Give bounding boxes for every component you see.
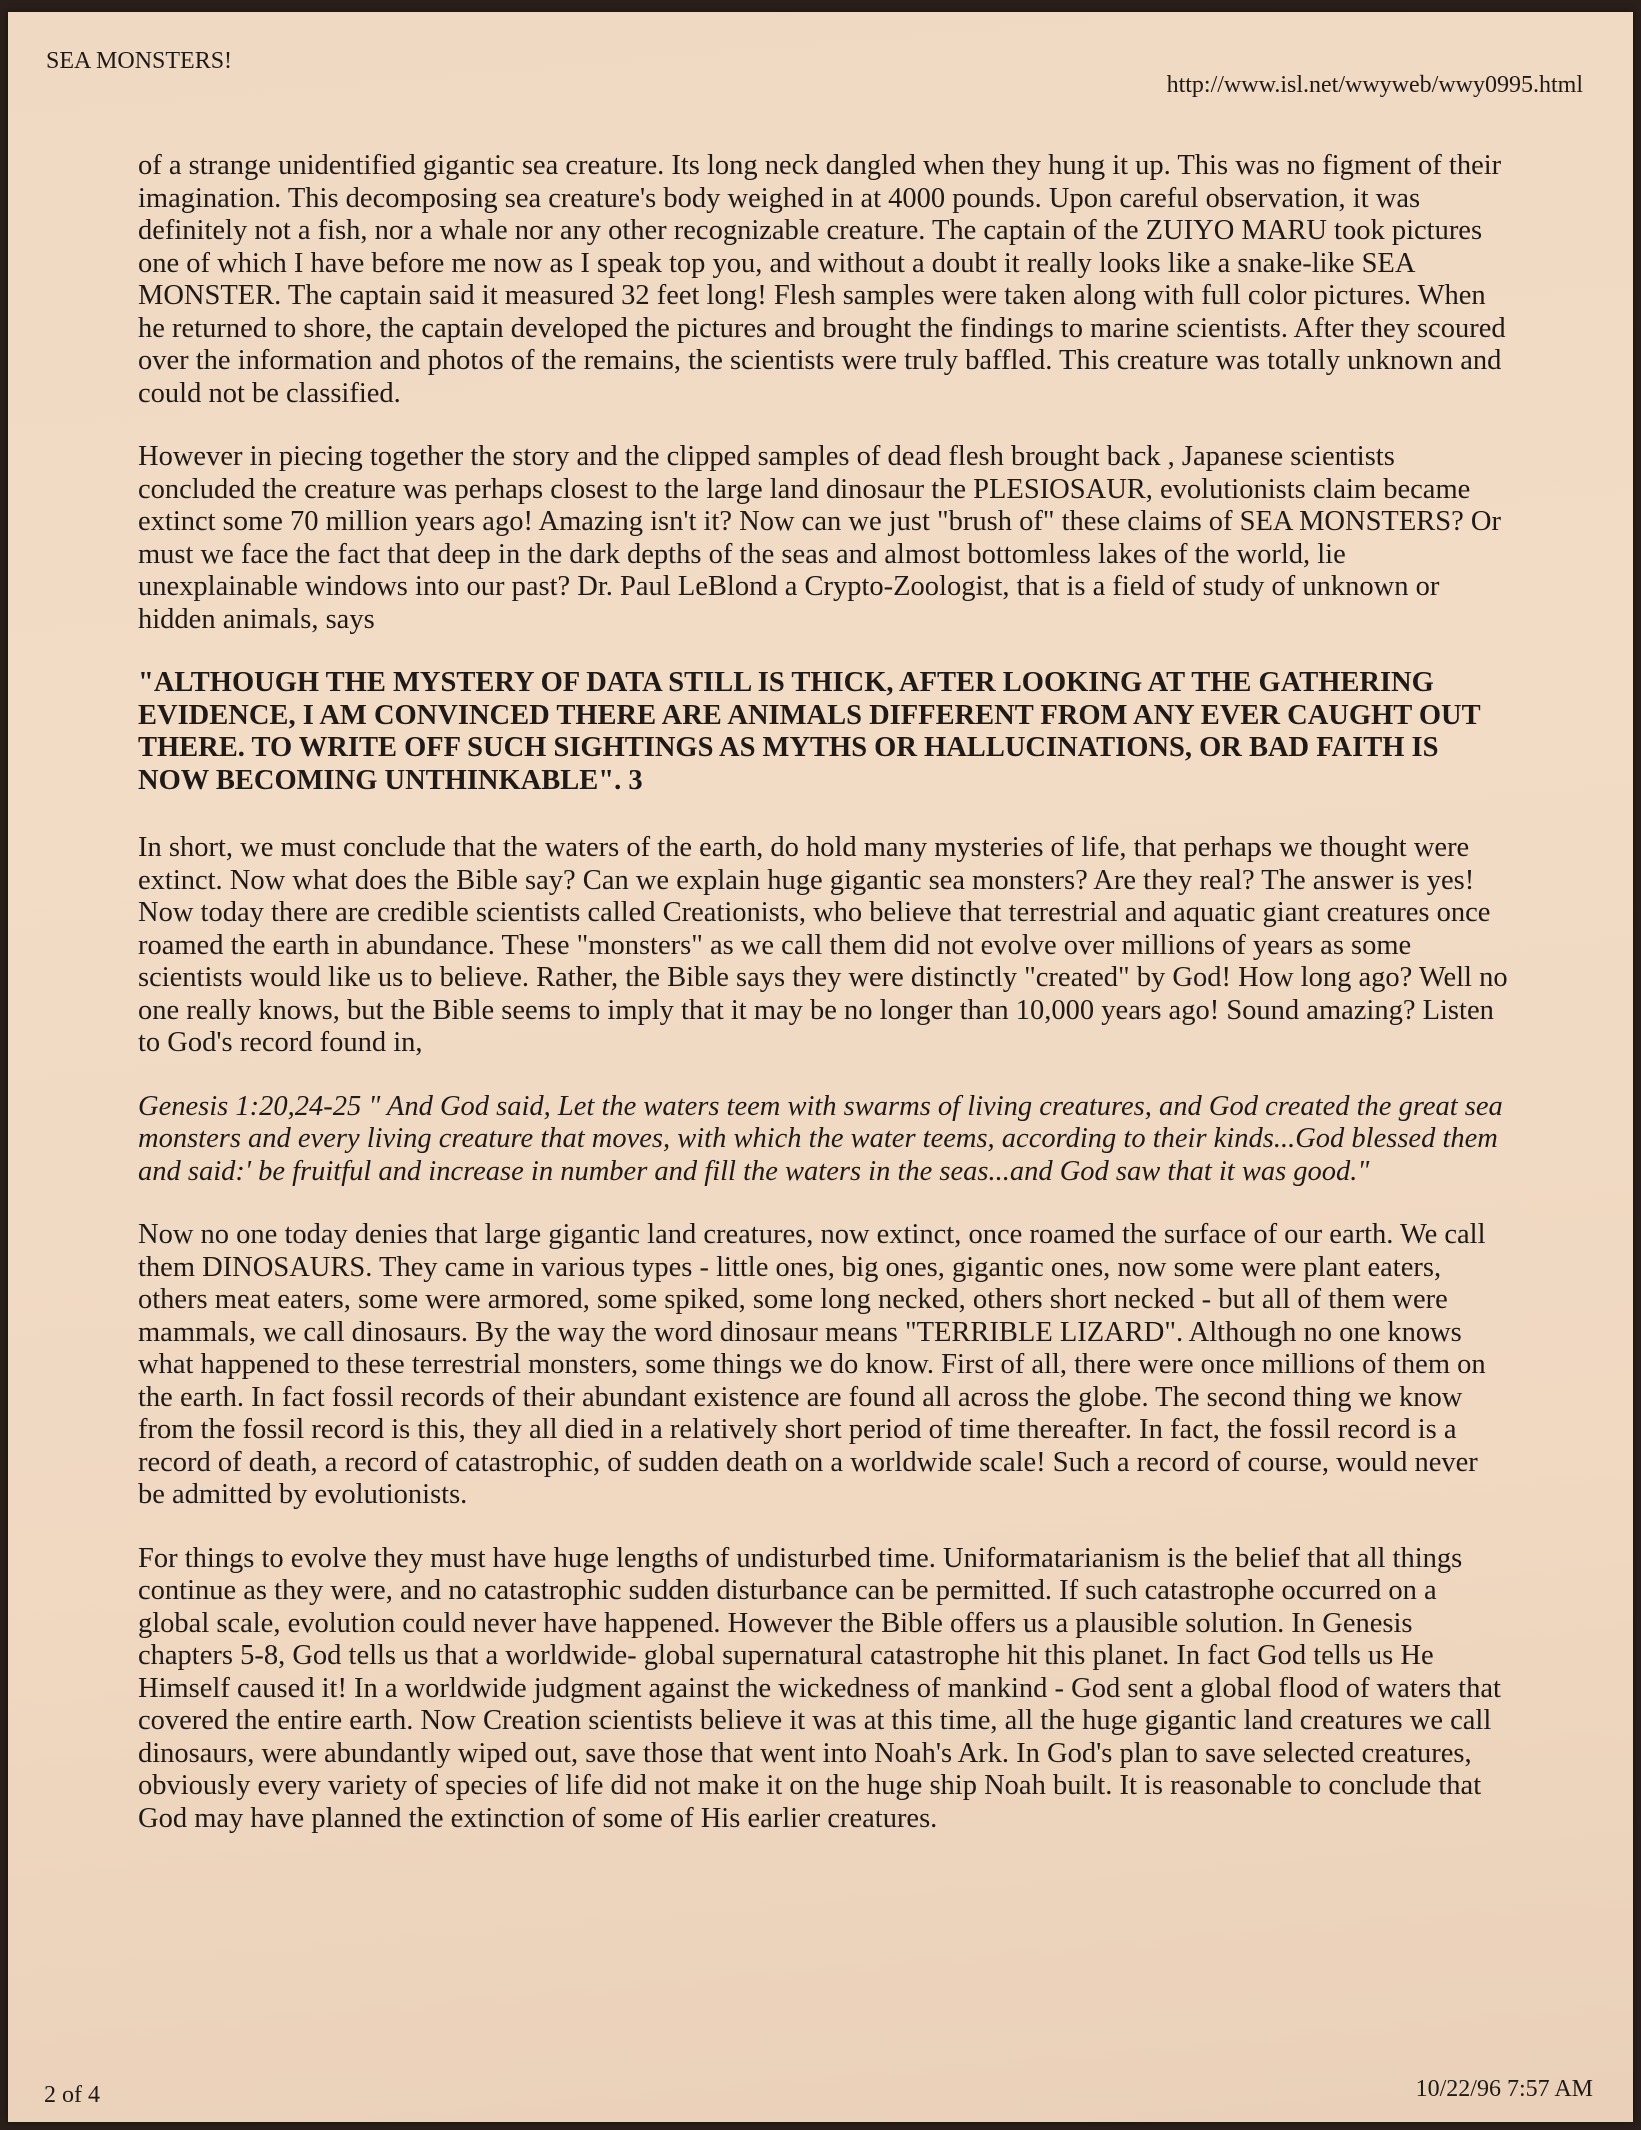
article-body xyxy=(138,150,1508,1866)
scripture-quote: Genesis 1:20,24-25 " And God said, Let the waters teem with swarms of living creatures, and God created the great sea monsters and every living creature that moves, with which the water teems, according to their kinds...God blessed them and said:' be fruitful and increase in number and fill the waters in the seas...and God saw that it was good." xyxy=(138,1090,1503,1187)
paragraph: For things to evolve they must have huge lengths of undisturbed time. Uniformatarianism is the belief that all things continue as they were, and no catastrophic sudden disturbance can be permitted. If such catastrophe occurred on a global scale, evolution could never have happened. However the Bible offers us a plausible solution. In Genesis chapters 5-8, God tells us that a worldwide- global supernatural catastrophe hit this planet. In fact God tells us He Himself caused it! In a worldwide judgment against the wickedness of mankind - God sent a global flood of waters that covered the entire earth. Now Creation scientists believe it was at this time, all the huge gigantic land creatures we call dinosaurs, were abundantly wiped out, save those that went into Noah's Ark. In God's plan to save selected creatures, obviously every variety of species of life did not make it on the huge ship Noah built. It is reasonable to conclude that God may have planned the extinction of some of His earlier creatures. xyxy=(138,1542,1501,1834)
page-header-url: http://www.isl.net/wwyweb/wwy0995.html xyxy=(1166,72,1583,98)
paragraph: However in piecing together the story and the clipped samples of dead flesh brought back , Japanese scientists concluded the creature was perhaps closest to the large land dinosaur the PLESIOSAUR, evolutionists claim became extinct some 70 million years ago! Amazing isn't it? Now can we just "brush of" these claims of SEA MONSTERS? Or must we face the fact that deep in the dark depths of the seas and almost bottomless lakes of the world, lie unexplainable windows into our past? Dr. Paul LeBlond a Crypto-Zoologist, that is a field of study of unknown or hidden animals, says xyxy=(138,441,1501,635)
page-header-title: SEA MONSTERS! xyxy=(46,48,233,74)
page-number: 2 of 4 xyxy=(44,2082,100,2108)
printed-page xyxy=(8,12,1633,2122)
bold-quote: "ALTHOUGH THE MYSTERY OF DATA STILL IS THICK, AFTER LOOKING AT THE GATHERING EVIDENCE, I AM CONVINCED THERE ARE ANIMALS DIFFERENT FROM ANY EVER CAUGHT OUT THERE. TO WRITE OFF SUCH SIGHTINGS AS MYTHS OR HALLUCINATIONS, OR BAD FAITH IS NOW BECOMING UNTHINKABLE". 3 xyxy=(138,667,1481,796)
paragraph: In short, we must conclude that the waters of the earth, do hold many mysteries of life, that perhaps we thought were extinct. Now what does the Bible say? Can we explain huge gigantic sea monsters? Are they real? The answer is yes! Now today there are credible scientists called Creationists, who believe that terrestrial and aquatic giant creatures once roamed the earth in abundance. These "monsters" as we call them did not evolve over millions of years as some scientists would like us to believe. Rather, the Bible says they were distinctly "created" by God! How long ago? Well no one really knows, but the Bible seems to imply that it may be no longer than 10,000 years ago! Sound amazing? Listen to God's record found in, xyxy=(138,832,1508,1058)
paragraph: of a strange unidentified gigantic sea creature. Its long neck dangled when they hung it up. This was no figment of their imagination. This decomposing sea creature's body weighed in at 4000 pounds. Upon careful observation, it was definitely not a fish, nor a whale nor any other recognizable creature. The captain of the ZUIYO MARU took pictures one of which I have before me now as I speak top you, and without a doubt it really looks like a snake-like SEA MONSTER. The captain said it measured 32 feet long! Flesh samples were taken along with full color pictures. When he returned to shore, the captain developed the pictures and brought the findings to marine scientists. After they scoured over the information and photos of the remains, the scientists were truly baffled. This creature was totally unknown and could not be classified. xyxy=(138,150,1506,409)
paragraph: Now no one today denies that large gigantic land creatures, now extinct, once roamed the surface of our earth. We call them DINOSAURS. They came in various types - little ones, big ones, gigantic ones, now some were plant eaters, others meat eaters, some were armored, some spiked, some long necked, others short necked - but all of them were mammals, we call dinosaurs. By the way the word dinosaur means "TERRIBLE LIZARD". Although no one knows what happened to these terrestrial monsters, some things we do know. First of all, there were once millions of them on the earth. In fact fossil records of their abundant existence are found all across the globe. The second thing we know from the fossil record is this, they all died in a relatively short period of time thereafter. In fact, the fossil record is a record of death, a record of catastrophic, of sudden death on a worldwide scale! Such a record of course, would never be admitted by evolutionists. xyxy=(138,1219,1486,1510)
print-timestamp: 10/22/96 7:57 AM xyxy=(1415,2076,1593,2102)
